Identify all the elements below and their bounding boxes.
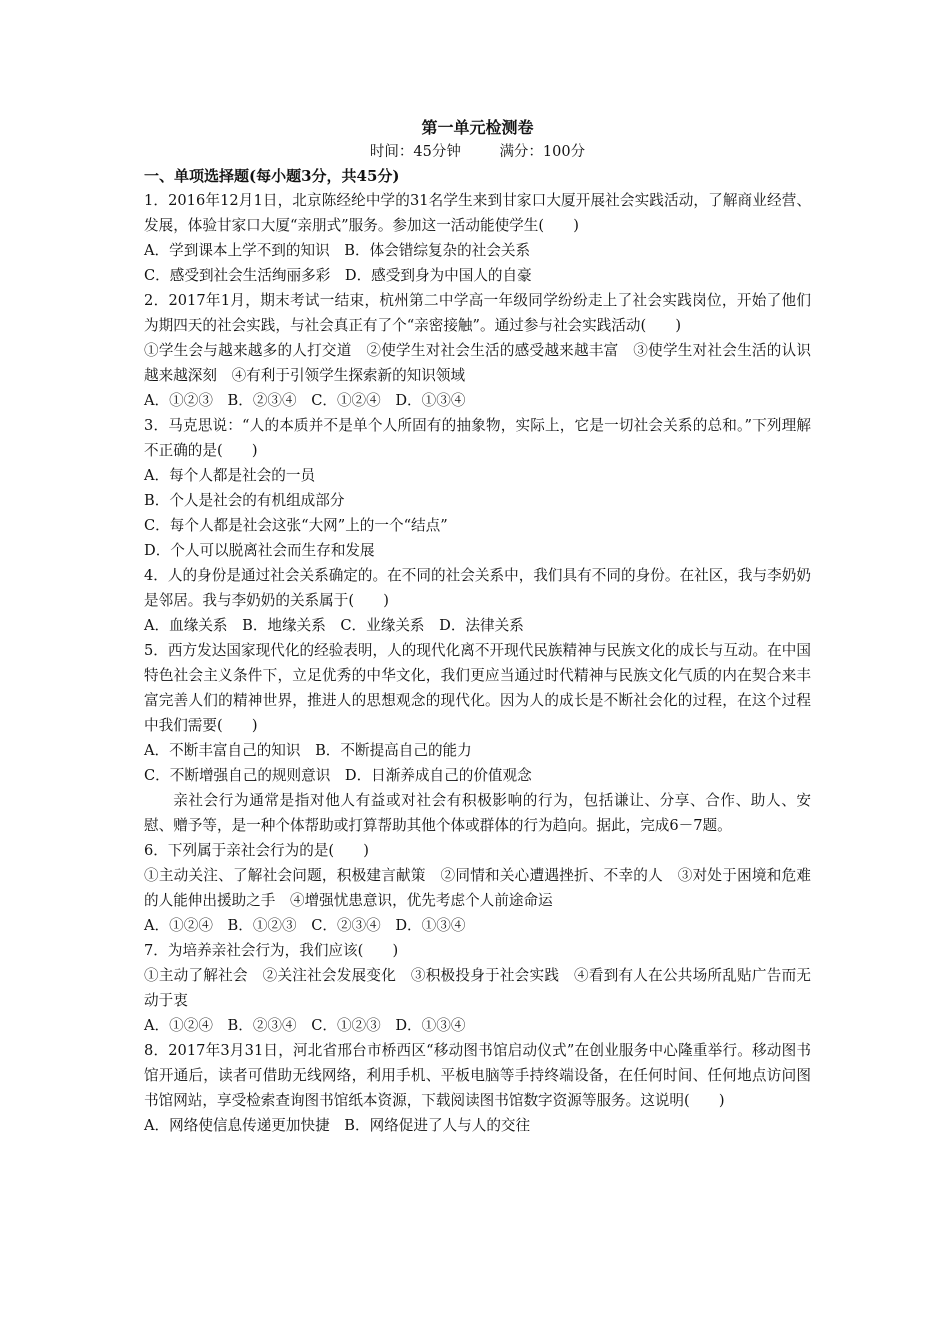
material-6-7: 亲社会行为通常是指对他人有益或对社会有积极影响的行为，包括谦让、分享、合作、助人、安慰、赠予等，是一种个体帮助或打算帮助其他个体或群体的行为趋向。据此，完成6－7题。: [144, 792, 811, 834]
question-6-options: A．①②④ B．①②③ C．②③④ D．①③④: [144, 917, 466, 934]
question-8-stem: 8．2017年3月31日，河北省邢台市桥西区“移动图书馆启动仪式”在创业服务中心隆重举行。移动图书馆开通后，读者可借助无线网络，利用手机、平板电脑等手持终端设备，在任何时间、任何地点访问图书馆网站，享受检索查询图书馆纸本资源，下载阅读图书馆数字资源等服务。这说明( ): [144, 1042, 811, 1109]
exam-title: 第一单元检测卷: [421, 118, 534, 137]
exam-page: [144, 112, 811, 1138]
question-3-option-c: C．每个人都是社会这张“大网”上的一个“结点”: [144, 517, 448, 534]
section-heading: 一、单项选择题(每小题3分，共45分): [144, 167, 400, 185]
question-8-options-ab: A．网络使信息传递更加快捷 B．网络促进了人与人的交往: [144, 1117, 531, 1134]
question-5-options-cd: C．不断增强自己的规则意识 D．日渐养成自己的价值观念: [144, 767, 532, 784]
question-1-stem: 1．2016年12月1日，北京陈经纶中学的31名学生来到甘家口大厦开展社会实践活动，了解商业经营、发展，体验甘家口大厦“亲朋式”服务。参加这一活动能使学生( ): [144, 192, 811, 234]
question-1-options-ab: A．学到课本上学不到的知识 B．体会错综复杂的社会关系: [144, 242, 531, 259]
question-3-option-a: A．每个人都是社会的一员: [144, 467, 316, 484]
exam-meta: [144, 140, 811, 164]
question-7-stem: 7．为培养亲社会行为，我们应该( ): [144, 942, 399, 959]
question-2-statements: ①学生会与越来越多的人打交道 ②使学生对社会生活的感受越来越丰富 ③使学生对社会生活的认识越来越深刻 ④有利于引领学生探索新的知识领域: [144, 342, 811, 384]
question-7-statements: ①主动了解社会 ②关注社会发展变化 ③积极投身于社会实践 ④看到有人在公共场所乱贴广告而无动于衷: [144, 967, 811, 1009]
question-3-stem: 3．马克思说：“人的本质并不是单个人所固有的抽象物，实际上，它是一切社会关系的总和。”下列理解不正确的是( ): [144, 417, 811, 459]
time-limit: 时间：45分钟: [369, 144, 461, 160]
question-7-options: A．①②④ B．②③④ C．①②③ D．①③④: [144, 1017, 466, 1034]
question-4-options: A．血缘关系 B．地缘关系 C．业缘关系 D．法律关系: [144, 617, 524, 634]
question-5-stem: 5．西方发达国家现代化的经验表明，人的现代化离不开现代民族精神与民族文化的成长与互动。在中国特色社会主义条件下，立足优秀的中华文化，我们更应当通过时代精神与民族文化气质的内在契合来丰富完善人们的精神世界，推进人的思想观念的现代化。因为人的成长是不断社会化的过程，在这个过程中我们需要( ): [144, 642, 811, 734]
question-1-options-cd: C．感受到社会生活绚丽多彩 D．感受到身为中国人的自豪: [144, 267, 532, 284]
question-6-stem: 6．下列属于亲社会行为的是( ): [144, 842, 369, 859]
question-5-options-ab: A．不断丰富自己的知识 B．不断提高自己的能力: [144, 742, 472, 759]
question-3-option-d: D．个人可以脱离社会而生存和发展: [144, 542, 375, 559]
question-6-statements: ①主动关注、了解社会问题，积极建言献策 ②同情和关心遭遇挫折、不幸的人 ③对处于困境和危难的人能伸出援助之手 ④增强忧患意识，优先考虑个人前途命运: [144, 867, 811, 909]
question-2-options: A．①②③ B．②③④ C．①②④ D．①③④: [144, 392, 466, 409]
full-score: 满分：100分: [499, 144, 586, 160]
question-4-stem: 4．人的身份是通过社会关系确定的。在不同的社会关系中，我们具有不同的身份。在社区，我与李奶奶是邻居。我与李奶奶的关系属于( ): [144, 567, 811, 609]
question-2-stem: 2．2017年1月，期末考试一结束，杭州第二中学高一年级同学纷纷走上了社会实践岗位，开始了他们为期四天的社会实践，与社会真正有了个“亲密接触”。通过参与社会实践活动( ): [144, 292, 811, 334]
question-3-option-b: B．个人是社会的有机组成部分: [144, 492, 345, 509]
